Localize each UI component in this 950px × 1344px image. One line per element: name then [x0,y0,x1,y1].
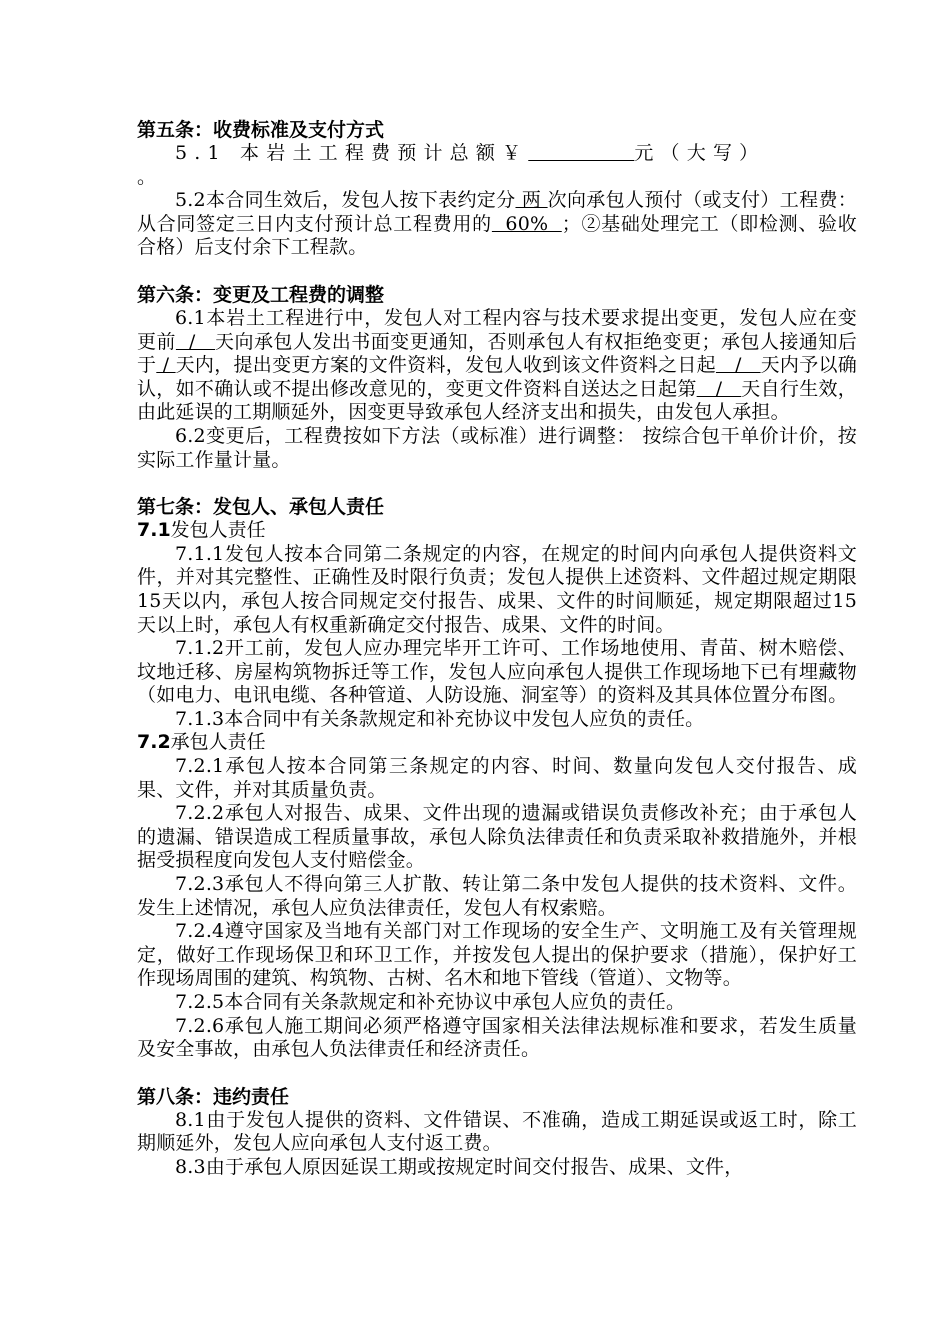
clause-5-2 [137,189,857,260]
fee-amount-blank [528,142,634,164]
clause-5-1-end: 。 [137,165,157,188]
clause-6-1-e: 天自行生效，由此延误的工期顺延外，因变更导致承包人经济支出和损失，由发包人承担。 [137,377,857,424]
percent-blank: 60% [491,212,562,235]
subsection-7-2-number: 7.2 [137,731,171,754]
clause-5-2-a: 5.2本合同生效后，发包人按下表约定分 [175,189,516,212]
clause-8-1: 8.1由于发包人提供的资料、文件错误、不准确，造成工期延误或返工时，除工期顺延外，发包人应向承包人支付返工费。 [137,1108,857,1155]
installments-blank: 两 [515,189,548,212]
clause-7-2-4: 7.2.4遵守国家及当地有关部门对工作现场的安全生产、文明施工及有关管理规定，做好工作现场保卫和环卫工作，并按发包人提出的保护要求（措施），保护好工作现场周围的建筑、构筑物、古树、名木和地下管线（管道）、文物等。 [137,920,857,990]
subsection-7-1 [137,519,857,543]
section-7-title: 第七条：发包人、承包人责任 [137,496,385,519]
clause-7-2-6: 7.2.6承包人施工期间必须严格遵守国家相关法律法规标准和要求，若发生质量及安全事故，由承包人负法律责任和经济责任。 [137,1014,857,1061]
clause-6-1-d: 天内予以确认，如不确认或不提出修改意见的，变更文件资料自送达之日起第 [137,354,857,400]
clause-6-1-c: 天内，提出变更方案的文件资料，发包人收到该文件资料之日起 [175,354,716,377]
clause-5-2-b: 次向承包人预付（或支付）工程费：从合同签定三日内支付预计总工程费用的 [137,189,857,235]
clause-7-1-1: 7.1.1发包人按本合同第二条规定的内容，在规定的时间内向承包人提供资料文件，并对其完整性、正确性及时限行负责；发包人提供上述资料、文件超过规定期限15天以内，承包人按合同规定交付报告、成果、文件的时间顺延，规定期限超过15天以上时，承包人有权重新确定交付报告、成果、文件的时间。 [137,542,857,636]
subsection-7-1-number: 7.1 [137,519,171,542]
clause-6-1-b: 天向承包人发出书面变更通知，否则承包人有权拒绝变更；承包人接通知后于 [137,330,857,377]
section-8-title: 第八条：违约责任 [137,1085,290,1108]
clause-7-2-3: 7.2.3承包人不得向第三人扩散、转让第二条中发包人提供的技术资料、文件。发生上述情况，承包人应负法律责任，发包人有权索赔。 [137,873,857,919]
days-blank-1: / [175,330,216,353]
clause-7-1-3: 7.1.3本合同中有关条款规定和补充协议中发包人应负的责任。 [175,707,705,730]
clause-5-1 [137,142,857,166]
section-5-title: 第五条：收费标准及支付方式 [137,119,385,141]
clause-6-1 [137,307,857,425]
days-blank-3: / [715,354,761,377]
clause-6-2: 6.2变更后，工程费按如下方法（或标准）进行调整： 按综合包干单价计价，按实际工作量计量。 [137,424,857,471]
subsection-7-1-label: 发包人责任 [170,519,266,542]
section-6-title: 第六条：变更及工程费的调整 [137,283,385,306]
clause-7-2-2: 7.2.2承包人对报告、成果、文件出现的遗漏或错误负责修改补充；由于承包人的遗漏、错误造成工程质量事故，承包人除负法律责任和负责采取补救措施外，并根据受损程度向发包人支付赔偿金。 [137,802,857,872]
clause-5-2-c: ；②基础处理完工（即检测、验收合格）后支付余下工程款。 [137,212,857,259]
days-blank-2: / [156,354,176,377]
subsection-7-2-label: 承包人责任 [170,731,266,754]
document-page [137,118,857,1180]
clause-8-3: 8.3由于承包人原因延误工期或按规定时间交付报告、成果、文件， [175,1155,744,1178]
clause-7-2-1: 7.2.1承包人按本合同第三条规定的内容、时间、数量向发包人交付报告、成果、文件，并对其质量负责。 [137,755,857,801]
clause-7-1-2: 7.1.2开工前，发包人应办理完毕开工许可、工作场地使用、青苗、树木赔偿、坟地迁移、房屋构筑物拆迁等工作，发包人应向承包人提供工作现场地下已有埋藏物（如电力、电讯电缆、各种管道、人防设施、洞室等）的资料及其具体位置分布图。 [137,637,857,707]
clause-5-1-post: 元（大写） [634,142,766,164]
clause-5-1-text: 5.1 本岩土工程费预计总额￥ [175,142,529,164]
subsection-7-2 [137,731,857,755]
clause-7-2-5: 7.2.5本合同有关条款规定和补充协议中承包人应负的责任。 [175,991,686,1013]
days-blank-4: / [696,377,742,400]
clause-6-1-a: 6.1本岩土工程进行中，发包人对工程内容与技术要求提出变更，发包人应在变更前 [137,306,857,353]
